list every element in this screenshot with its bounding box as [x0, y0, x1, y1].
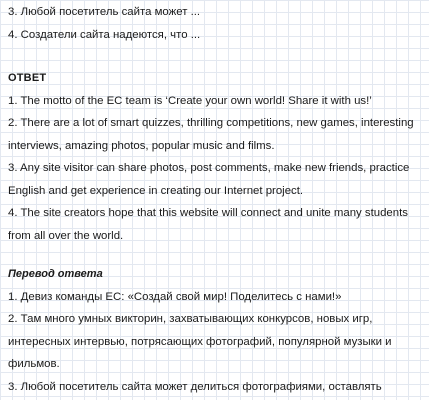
- answer-heading: ОТВЕТ: [8, 72, 47, 84]
- translation-line-3: интересных интервью, потрясающих фотографий, популярной музыки и: [8, 335, 392, 348]
- answer-line-2: 2. There are a lot of smart quizzes, thrilling competitions, new games, interesting: [8, 117, 414, 129]
- translation-line-1: 1. Девиз команды EC: «Создай свой мир! Поделитесь с нами!»: [8, 290, 342, 303]
- translation-heading: Перевод ответа: [8, 268, 103, 280]
- spacer: [8, 46, 423, 67]
- translation-line-4: фильмов.: [8, 358, 60, 370]
- answer-line-3: interviews, amazing photos, popular music and films.: [8, 139, 275, 152]
- answer-line-4: 3. Any site visitor can share photos, post comments, make new friends, practice: [8, 162, 410, 174]
- translation-line-2: 2. Там много умных викторин, захватывающих конкурсов, новых игр,: [8, 313, 373, 325]
- answer-line-6: 4. The site creators hope that this website will connect and unite many students: [8, 207, 408, 219]
- answer-line-7: from all over the world.: [8, 229, 124, 242]
- answer-line-1: 1. The motto of the EC team is ‘Create your own world! Share it with us!’: [8, 94, 372, 107]
- translation-line-5: 3. Любой посетитель сайта может делиться фотографиями, оставлять: [8, 380, 382, 393]
- question-3: 3. Любой посетитель сайта может ...: [8, 6, 201, 18]
- spacer: [8, 247, 423, 263]
- document-page: [0, 1, 429, 400]
- answer-line-5: English and get experience in creating our Internet project.: [8, 184, 304, 197]
- question-4: 4. Создатели сайта надеются, что ...: [8, 28, 201, 41]
